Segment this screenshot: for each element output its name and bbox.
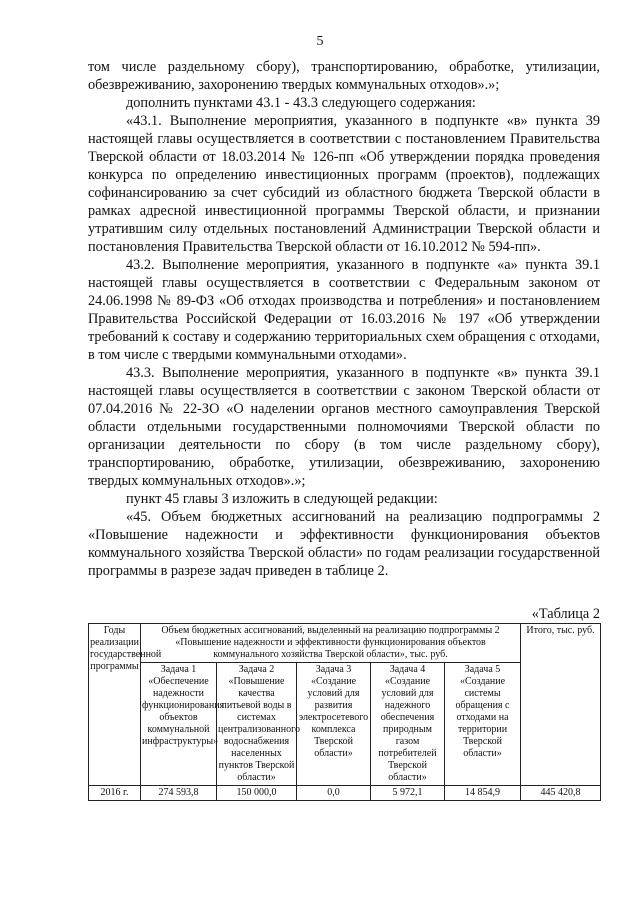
budget-group-header: Объем бюджетных ассигнований, выделенный на реализацию подпрограммы 2 «Повышение надежности и эффективности функционирования объектов коммунального хозяйства Тверской области», тыс. руб.: [141, 624, 521, 663]
paragraph-45: «45. Объем бюджетных ассигнований на реализацию подпрограммы 2 «Повышение надежности и эффективности функционирования объектов коммунального хозяйства Тверской области» по годам реализации государственной программы в разрезе задач приведен в таблице 2.: [88, 509, 600, 579]
row-total: 445 420,8: [521, 786, 601, 801]
paragraph-amendment-intro: дополнить пунктами 43.1 - 43.3 следующего содержания:: [126, 95, 476, 111]
task-1-value: 274 593,8: [141, 786, 217, 801]
row-year: 2016 г.: [89, 786, 141, 801]
total-column-header: Итого, тыс. руб.: [521, 624, 601, 786]
budget-table: [88, 623, 601, 801]
paragraph-43-3: 43.3. Выполнение мероприятия, указанного в подпункте «в» пункта 39.1 настоящей главы осуществляется в соответствии с законом Тверской области от 07.04.2016 № 22-ЗО «О наделении органов местного самоуправления Тверской области отдельными государственными полномочиями Тверской области по организации деятельности по сбору (в том числе раздельному сбору), транспортированию, обработке, утилизации, обезвреживанию, захоронению твердых коммунальных отходов».»;: [88, 365, 600, 489]
task-3-value: 0,0: [297, 786, 371, 801]
paragraph-item-45-intro: пункт 45 главы 3 изложить в следующей редакции:: [126, 491, 438, 507]
table-row: [89, 786, 601, 801]
page-number: 5: [316, 34, 324, 49]
task-4-header: Задача 4 «Создание условий для надежного обеспечения природным газом потребителей Тверской области»: [371, 663, 445, 786]
task-2-value: 150 000,0: [217, 786, 297, 801]
year-column-header: Годы реализации государственной программы: [89, 624, 141, 786]
task-5-header: Задача 5 «Создание системы обращения с отходами на территории Тверской области»: [445, 663, 521, 786]
task-1-header: Задача 1 «Обеспечение надежности функционирования объектов коммунальной инфраструктуры»: [141, 663, 217, 786]
task-3-header: Задача 3 «Создание условий для развития электросетевого комплекса Тверской области»: [297, 663, 371, 786]
paragraph-43-2: 43.2. Выполнение мероприятия, указанного в подпункте «а» пункта 39.1 настоящей главы осуществляется в соответствии с Федеральным законом от 24.06.1998 № 89-ФЗ «Об отходах производства и потребления» и постановлением Правительства Российской Федерации от 16.03.2016 № 197 «Об утверждении требований к составу и содержанию территориальных схем обращения с отходами, в том числе с твердыми коммунальными отходами».: [88, 257, 600, 363]
paragraph-continuation: том числе раздельному сбору), транспортированию, обработке, утилизации, обезвреживанию, захоронению твердых коммунальных отходов».»;: [88, 59, 600, 93]
document-body: [88, 58, 600, 580]
table-header-row: [89, 624, 601, 663]
table-caption: «Таблица 2: [531, 606, 600, 622]
task-2-header: Задача 2 «Повышение качества питьевой воды в системах централизованного водоснабжения населенных пунктов Тверской области»: [217, 663, 297, 786]
task-5-value: 14 854,9: [445, 786, 521, 801]
paragraph-43-1: «43.1. Выполнение мероприятия, указанного в подпункте «в» пункта 39 настоящей главы осуществляется в соответствии с постановлением Правительства Тверской области от 18.03.2014 № 126-пп «Об утверждении порядка проведения конкурса по определению инвестиционных программ (проектов), подлежащих софинансированию за счет субсидий из областного бюджета Тверской области в рамках адресной инвестиционной программы Тверской области, и признании утратившим силу отдельных постановлений Администрации Тверской области и постановления Правительства Тверской области от 16.10.2012 № 594-пп».: [88, 113, 600, 255]
task-4-value: 5 972,1: [371, 786, 445, 801]
